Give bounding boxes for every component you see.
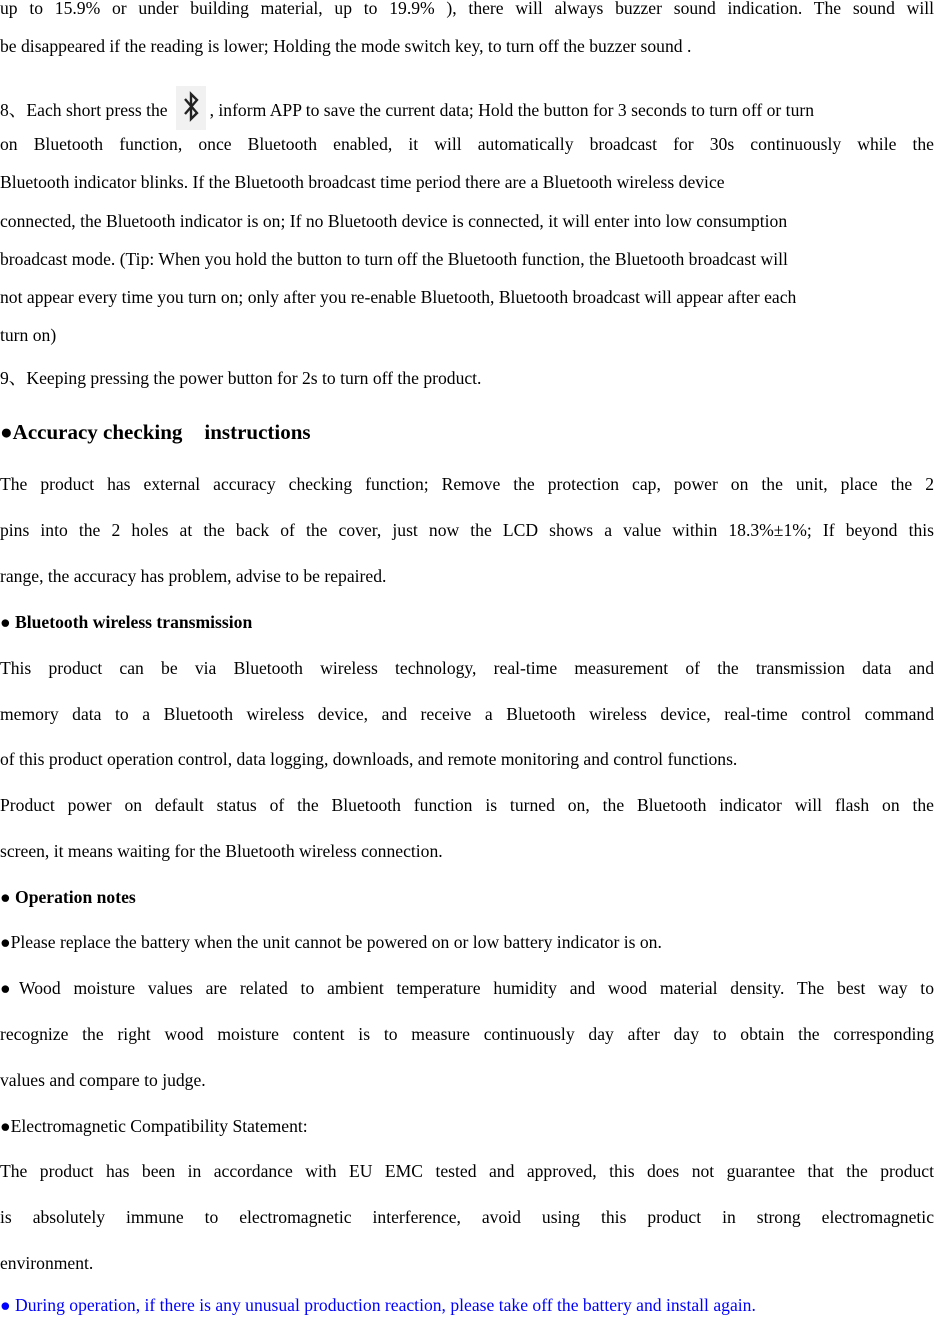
step-8-line-3: connected, the Bluetooth indicator is on; If no Bluetooth device is connected, it will enter into low consumption bbox=[0, 211, 788, 231]
step-8-line-1: on Bluetooth function, once Bluetooth enabled, it will automatically broadcast for 30s continuously while the bbox=[0, 134, 934, 154]
accuracy-line-3: range, the accuracy has problem, advise to be repaired. bbox=[0, 566, 387, 586]
bluetooth-line-3: of this product operation control, data logging, downloads, and remote monitoring and control functions. bbox=[0, 749, 738, 769]
step-8-suffix: , inform APP to save the current data; Hold the button for 3 seconds to turn off or turn bbox=[209, 100, 815, 120]
operation-line-3: recognize the right wood moisture content is to measure continuously day after day to obtain the corresponding bbox=[0, 1024, 934, 1044]
intro-line-1: up to 15.9% or under building material, up to 19.9% ), there will always buzzer sound indication. The sound will bbox=[0, 0, 934, 18]
step-8-line-5: not appear every time you turn on; only after you re-enable Bluetooth, Bluetooth broadcast will appear after each bbox=[0, 287, 797, 307]
accuracy-line-1: The product has external accuracy checking function; Remove the protection cap, power on the unit, place the 2 bbox=[0, 474, 934, 494]
bluetooth-heading: ● Bluetooth wireless transmission bbox=[0, 612, 253, 632]
operation-line-4: values and compare to judge. bbox=[0, 1070, 206, 1090]
operation-line-2: ●Wood moisture values are related to ambient temperature humidity and wood material density. The best way to bbox=[0, 978, 934, 998]
step-8-line-4: broadcast mode. (Tip: When you hold the button to turn off the Bluetooth function, the Bluetooth broadcast will bbox=[0, 249, 788, 269]
step-8-prefix: 8、Each short press the bbox=[0, 100, 168, 120]
step-9: 9、Keeping pressing the power button for 2s to turn off the product. bbox=[0, 368, 482, 388]
operation-line-5: ●Electromagnetic Compatibility Statement: bbox=[0, 1116, 308, 1136]
intro-line-2: be disappeared if the reading is lower; Holding the mode switch key, to turn off the buzzer sound . bbox=[0, 36, 692, 56]
operation-heading: ● Operation notes bbox=[0, 887, 136, 907]
accuracy-heading-part-2: instructions bbox=[204, 420, 311, 444]
accuracy-heading bbox=[0, 422, 311, 443]
bluetooth-line-1: This product can be via Bluetooth wireless technology, real-time measurement of the transmission data and bbox=[0, 658, 934, 678]
step-8-first-line bbox=[0, 86, 814, 130]
operation-line-8: environment. bbox=[0, 1253, 94, 1273]
bluetooth-icon bbox=[176, 86, 206, 130]
operation-line-6: The product has been in accordance with EU EMC tested and approved, this does not guarantee that the product bbox=[0, 1161, 934, 1181]
bluetooth-line-5: screen, it means waiting for the Bluetooth wireless connection. bbox=[0, 841, 443, 861]
accuracy-line-2: pins into the 2 holes at the back of the cover, just now the LCD shows a value within 18.3%±1%; If beyond this bbox=[0, 520, 934, 540]
operation-notice: ● During operation, if there is any unusual production reaction, please take off the battery and install again. bbox=[0, 1295, 756, 1315]
accuracy-heading-part-1: ●Accuracy checking bbox=[0, 420, 183, 444]
step-8-line-6: turn on) bbox=[0, 325, 57, 345]
operation-line-1: ●Please replace the battery when the unit cannot be powered on or low battery indicator is on. bbox=[0, 932, 662, 952]
operation-line-7: is absolutely immune to electromagnetic interference, avoid using this product in strong electromagnetic bbox=[0, 1207, 934, 1227]
step-8-line-2: Bluetooth indicator blinks. If the Bluetooth broadcast time period there are a Bluetooth wireless device bbox=[0, 172, 725, 192]
bluetooth-line-2: memory data to a Bluetooth wireless device, and receive a Bluetooth wireless device, real-time control command bbox=[0, 704, 934, 724]
bluetooth-line-4: Product power on default status of the Bluetooth function is turned on, the Bluetooth indicator will flash on the bbox=[0, 795, 934, 815]
